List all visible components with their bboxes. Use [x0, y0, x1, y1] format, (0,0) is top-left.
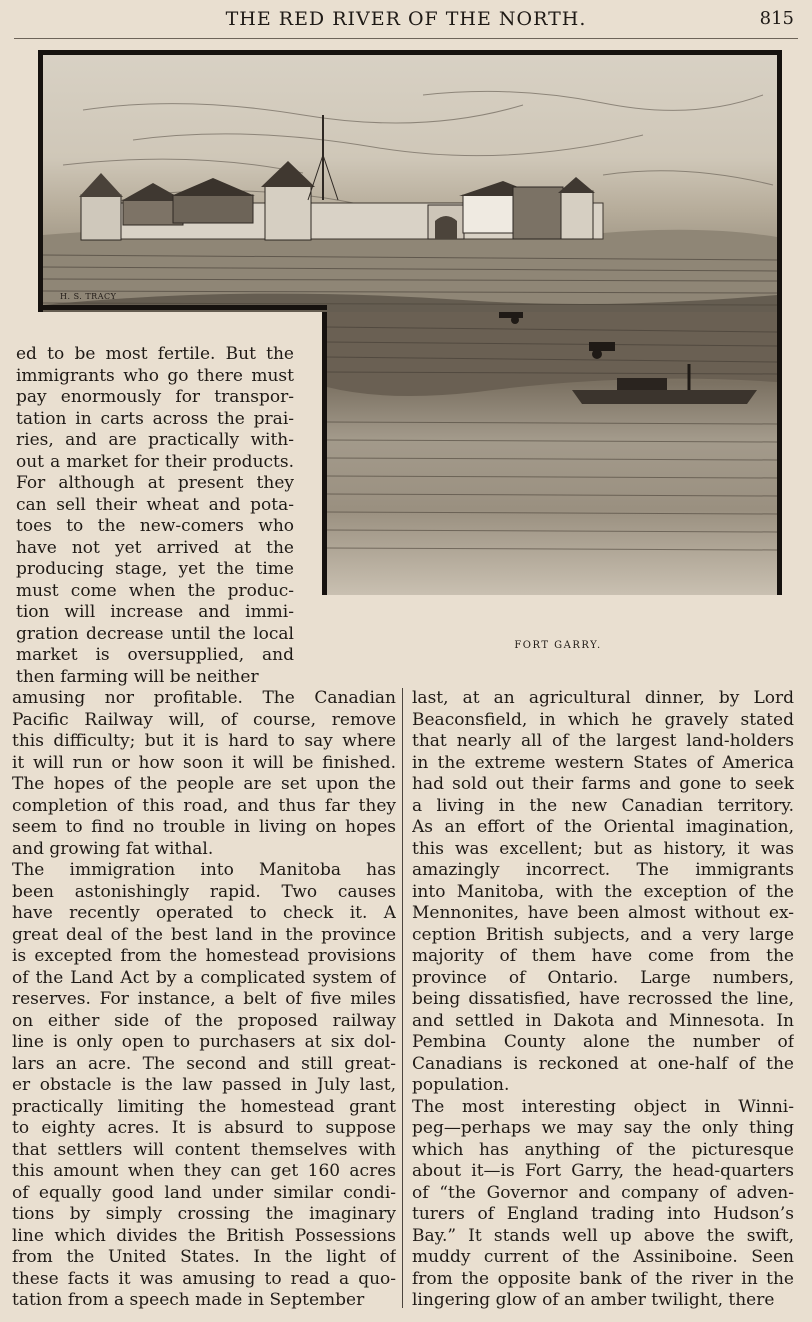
text-line: seem to find no trouble in living on hopes [12, 817, 396, 837]
text-line: into Manitoba, with the exception of the [412, 881, 794, 902]
text-line: last, at an agricultural dinner, by Lord [412, 688, 794, 708]
text-line: from the opposite bank of the river in the [412, 1268, 794, 1289]
text-line: to eighty acres. It is absurd to suppose [12, 1118, 396, 1138]
text-line: reserves. For instance, a belt of five miles [12, 989, 396, 1009]
text-line: from the United States. In the light of [12, 1247, 396, 1267]
text-line: on either side of the proposed railway [12, 1010, 396, 1031]
text-line: Mennonites, have been almost without ex- [412, 903, 794, 923]
text-line: Beaconsfield, in which he gravely stated [412, 709, 794, 730]
text-line: Bay.” It stands well up above the swift, [412, 1225, 794, 1246]
text-line: line which divides the British Possessions [12, 1225, 396, 1246]
text-line: amazingly incorrect. The immigrants [412, 860, 794, 880]
illustration-caption: FORT GARRY. [514, 640, 602, 651]
text-line: market is oversupplied, and [16, 645, 294, 665]
text-line: of equally good land under similar condi- [12, 1182, 396, 1203]
page-number: 815 [759, 8, 794, 29]
text-line: tation from a speech made in September [12, 1290, 365, 1310]
text-line: can sell their wheat and pota- [16, 494, 294, 515]
text-line: must come when the produc- [16, 580, 294, 601]
text-line: been astonishingly rapid. Two causes [12, 881, 396, 902]
text-line: ception British subjects, and a very large [412, 924, 794, 945]
text-line: this amount when they can get 160 acres [12, 1161, 396, 1181]
text-line: ed to be most fertile. But the [16, 344, 294, 364]
text-line: lingering glow of an amber twilight, there [412, 1290, 775, 1310]
text-line: The hopes of the people are set upon the [12, 774, 396, 794]
text-line: peg—perhaps we may say the only thing [412, 1118, 794, 1138]
text-line: amusing nor profitable. The Canadian [12, 688, 396, 708]
text-line: in the extreme western States of America [412, 752, 794, 773]
text-line: that settlers will content themselves with [12, 1139, 396, 1160]
text-line: practically limiting the homestead grant [12, 1096, 396, 1117]
text-line: er obstacle is the law passed in July last, [12, 1075, 396, 1095]
right-column-text [412, 688, 794, 1312]
text-line: about it—is Fort Garry, the head-quarters [412, 1161, 794, 1181]
text-line: that nearly all of the largest land-holders [412, 731, 794, 751]
text-line: of “the Governor and company of adven- [412, 1182, 794, 1203]
text-line: is excepted from the homestead provisions [12, 946, 396, 966]
text-line: lars an acre. The second and still great- [12, 1053, 396, 1074]
fort-garry-illustration-river [322, 312, 782, 595]
text-line: tation in carts across the prai- [16, 408, 294, 429]
text-line: Pacific Railway will, of course, remove [12, 709, 396, 730]
text-line: turers of England trading into Hudson’s [412, 1204, 794, 1224]
text-line: these facts it was amusing to read a quo- [12, 1268, 396, 1289]
text-line: this was excellent; but as history, it was [412, 838, 794, 859]
left-column-upper-text [16, 344, 294, 688]
text-line: have recently operated to check it. A [12, 903, 396, 923]
text-line: majority of them have come from the [412, 946, 794, 966]
text-line: gration decrease until the local [16, 623, 294, 644]
text-line: and settled in Dakota and Minnesota. In [412, 1010, 794, 1031]
text-line: of the Land Act by a complicated system of [12, 967, 396, 988]
text-line: and growing fat withal. [12, 838, 214, 859]
text-line: which has anything of the picturesque [412, 1139, 794, 1160]
text-line: tion will increase and immi- [16, 602, 294, 622]
text-line: Canadians is reckoned at one-half of the [412, 1053, 794, 1074]
text-line: The immigration into Manitoba has [12, 860, 396, 880]
text-line: it will run or how soon it will be finished. [12, 752, 396, 773]
text-line: toes to the new-comers who [16, 516, 294, 536]
text-line: have not yet arrived at the [16, 537, 294, 558]
text-line: line is only open to purchasers at six dol- [12, 1032, 396, 1052]
text-line: then farming will be neither [16, 666, 259, 687]
text-line: a living in the new Canadian territory. [412, 795, 794, 816]
text-line: out a market for their products. [16, 451, 294, 472]
left-column-text [12, 688, 396, 1312]
text-line: completion of this road, and thus far they [12, 795, 396, 816]
text-line: The most interesting object in Winni- [412, 1096, 794, 1117]
text-line: this difficulty; but it is hard to say where [12, 731, 396, 751]
text-line: ries, and are practically with- [16, 430, 294, 450]
text-line: had sold out their farms and gone to seek [412, 774, 794, 794]
header-rule [14, 38, 798, 39]
text-line: pay enormously for transpor- [16, 387, 294, 407]
text-line: muddy current of the Assiniboine. Seen [412, 1247, 794, 1267]
text-line: great deal of the best land in the province [12, 924, 396, 945]
text-line: tions by simply crossing the imaginary [12, 1204, 396, 1224]
text-line: Pembina County alone the number of [412, 1032, 794, 1052]
artist-signature: H. S. TRACY [60, 292, 117, 301]
fort-garry-illustration-top [38, 50, 782, 312]
text-line: province of Ontario. Large numbers, [412, 967, 794, 988]
text-line: As an effort of the Oriental imagination, [412, 817, 794, 837]
illustration-frame-lip [38, 305, 327, 310]
text-line: being dissatisfied, have recrossed the line, [412, 989, 794, 1009]
running-title: THE RED RIVER OF THE NORTH. [225, 8, 587, 30]
text-line: immigrants who go there must [16, 365, 294, 386]
text-line: For although at present they [16, 473, 294, 493]
text-line: population. [412, 1075, 510, 1095]
text-line: producing stage, yet the time [16, 559, 294, 579]
column-divider [402, 688, 403, 1308]
